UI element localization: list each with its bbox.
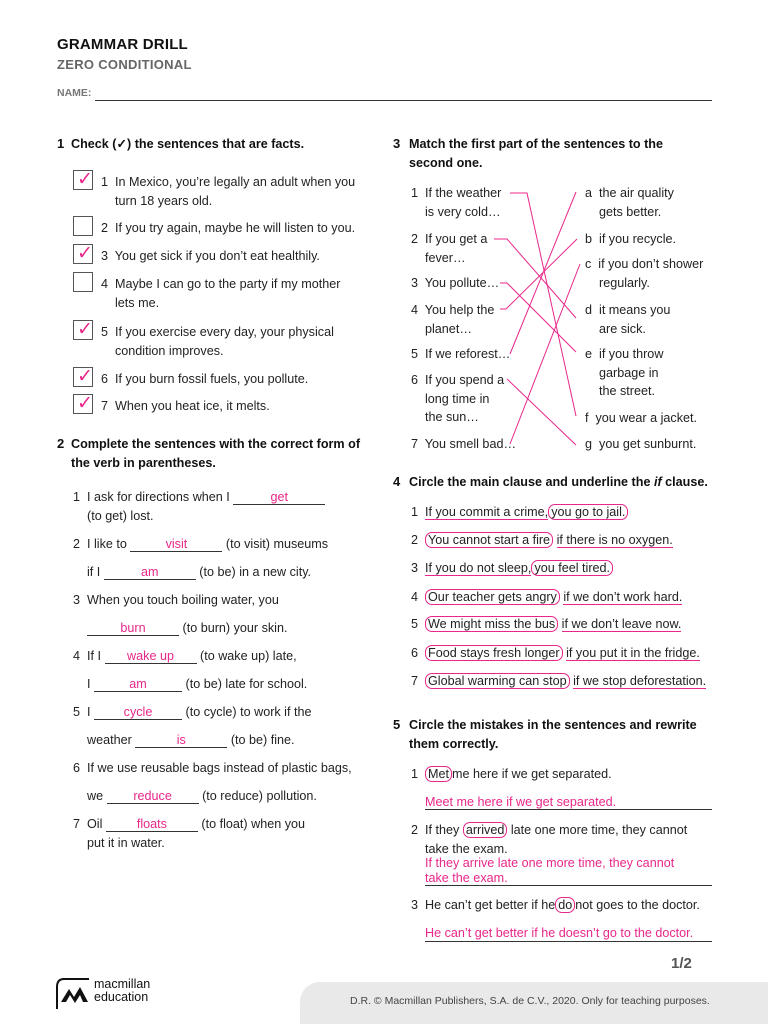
check-mark-icon: ✓ xyxy=(77,169,93,190)
ex5-item-2: 2 If they arrived late one more time, they cannot xyxy=(411,823,688,837)
check-mark-icon: ✓ xyxy=(77,393,93,414)
ex1-item-7: 7 When you heat ice, it melts. xyxy=(101,399,270,413)
ex5-answer-line-1[interactable] xyxy=(425,809,712,810)
ex1-item-4-cont: lets me. xyxy=(115,296,160,310)
ex4-item-6: 6 Food stays fresh longer if you put it in the fridge. xyxy=(411,646,700,660)
match-line-1-f xyxy=(510,193,576,416)
ex5-item-1: 1 Met me here if we get separated. xyxy=(411,767,612,781)
ex2-sentence-4-cont: I am (to be) late for school. xyxy=(87,677,308,691)
ex2-blank-7[interactable]: floats xyxy=(106,817,198,832)
ex2-blank-1[interactable]: get xyxy=(233,490,325,505)
ex5-answer-line-3[interactable] xyxy=(425,941,712,942)
if-clause: if we don’t leave now. xyxy=(561,617,682,631)
ex1-item-3: 3 You get sick if you don’t eat healthily. xyxy=(101,249,320,263)
ex4-item-2: 2 You cannot start a fire if there is no oxygen. xyxy=(411,533,673,547)
ex2-sentence-6: 6 If we use reusable bags instead of plastic bags, xyxy=(73,761,352,775)
ex2-blank-4a[interactable]: wake up xyxy=(105,649,197,664)
ex2-sentence-1-cont: (to get) lost. xyxy=(87,509,154,523)
ex3-number: 3 xyxy=(393,136,401,151)
ex3-left-5: 5 If we reforest… xyxy=(411,347,511,361)
main-clause: you go to jail. xyxy=(548,504,628,520)
ex5-item-3: 3 He can’t get better if he do not goes to the doctor. xyxy=(411,898,700,912)
ex4-number: 4 xyxy=(393,474,401,489)
ex2-blank-2b[interactable]: am xyxy=(104,565,196,580)
check-mark-icon: ✓ xyxy=(77,319,93,340)
ex3-left-4: 4 You help the planet… xyxy=(411,303,495,336)
ex2-sentence-5: 5 I cycle (to cycle) to work if the xyxy=(73,705,312,719)
ex4-item-7: 7 Global warming can stop if we stop deforestation. xyxy=(411,674,707,688)
match-line-6-g xyxy=(507,379,576,445)
ex5-instruction: Circle the mistakes in the sentences and rewrite them correctly. xyxy=(409,718,697,751)
ex2-sentence-7-cont: put it in water. xyxy=(87,836,165,850)
mistake-circle: arrived xyxy=(463,822,508,838)
ex2-blank-3[interactable]: burn xyxy=(87,621,179,636)
ex2-blank-2a[interactable]: visit xyxy=(130,537,222,552)
check-mark-icon: ✓ xyxy=(77,366,93,387)
ex2-instruction: Complete the sentences with the correct form of the verb in parentheses. xyxy=(71,437,361,470)
if-clause: If you commit a crime, xyxy=(425,505,549,519)
ex3-right-d: d it means you are sick. xyxy=(585,303,671,336)
ex2-blank-6[interactable]: reduce xyxy=(107,789,199,804)
ex2-blank-4b[interactable]: am xyxy=(94,677,182,692)
ex3-right-c: c if you don’t shower regularly. xyxy=(585,257,704,290)
if-clause: if there is no oxygen. xyxy=(556,533,673,547)
match-line-7-c xyxy=(510,264,580,444)
ex4-item-4: 4 Our teacher gets angry if we don’t work hard. xyxy=(411,590,683,604)
ex3-right-a: a the air quality gets better. xyxy=(585,186,674,219)
ex2-sentence-5-cont: weather is (to be) fine. xyxy=(87,733,295,747)
ex3-right-b: b if you recycle. xyxy=(585,232,677,246)
mistake-circle: Met xyxy=(425,766,452,782)
copyright-text: D.R. © Macmillan Publishers, S.A. de C.V., 2020. Only for teaching purposes. xyxy=(350,995,710,1007)
ex3-left-6: 6 If you spend a long time in the sun… xyxy=(411,373,505,424)
ex1-item-5: 5 If you exercise every day, your physical xyxy=(101,325,334,339)
ex3-left-1: 1 If the weather is very cold… xyxy=(411,186,502,219)
ex1-item-1: 1 In Mexico, you’re legally an adult when you xyxy=(101,175,356,189)
ex4-item-1: 1 If you commit a crime, you go to jail. xyxy=(411,503,628,522)
ex2-number: 2 xyxy=(57,436,65,451)
page-number: 1/2 xyxy=(671,955,692,972)
ex1-item-5-cont: condition improves. xyxy=(115,344,224,358)
ex5-answer-3: He can’t get better if he doesn’t go to the doctor. xyxy=(425,926,694,940)
ex1-item-2: 2 If you try again, maybe he will listen to you. xyxy=(101,221,356,235)
main-clause: Our teacher gets angry xyxy=(425,589,560,605)
mistake-circle: do xyxy=(555,897,575,913)
ex2-sentence-6-cont: we reduce (to reduce) pollution. xyxy=(87,789,317,803)
macmillan-logo xyxy=(55,975,155,1011)
ex5-answer-line-2[interactable] xyxy=(425,885,712,886)
ex5-number: 5 xyxy=(393,717,401,732)
ex2-sentence-3: 3 When you touch boiling water, you xyxy=(73,593,279,607)
if-clause: if we stop deforestation. xyxy=(573,674,707,688)
ex2-sentence-2-cont: if I am (to be) in a new city. xyxy=(87,565,312,579)
ex2-blank-5a[interactable]: cycle xyxy=(94,705,182,720)
ex1-instruction: Check (✓) the sentences that are facts. xyxy=(71,137,305,151)
ex5-answer-1: Meet me here if we get separated. xyxy=(425,795,617,809)
ex1-number: 1 xyxy=(57,136,65,151)
ex4-item-5: 5 We might miss the bus if we don’t leave now. xyxy=(411,617,682,631)
ex2-sentence-1: 1 I ask for directions when I get xyxy=(73,488,325,507)
main-clause: You cannot start a fire xyxy=(425,532,553,548)
ex1-item-6: 6 If you burn fossil fuels, you pollute. xyxy=(101,372,309,386)
ex2-sentence-4: 4 If I wake up (to wake up) late, xyxy=(73,649,297,663)
ex2-sentence-3-cont: burn (to burn) your skin. xyxy=(87,619,288,638)
worksheet-title: GRAMMAR DRILL xyxy=(57,36,188,53)
match-line-3-e xyxy=(500,283,576,352)
worksheet-subtitle: ZERO CONDITIONAL xyxy=(57,57,192,72)
ex3-right-f: f you wear a jacket. xyxy=(585,411,698,425)
ex5-answer-2: If they arrive late one more time, they cannot take the exam. xyxy=(425,856,675,885)
main-clause: Food stays fresh longer xyxy=(425,645,563,661)
ex3-left-7: 7 You smell bad… xyxy=(411,437,517,451)
ex2-sentence-2: 2 I like to visit (to visit) museums xyxy=(73,537,329,551)
logo-text: macmillan education xyxy=(94,977,151,1004)
ex3-instruction: Match the first part of the sentences to the second one. xyxy=(409,137,664,170)
match-line-5-a xyxy=(510,192,576,354)
main-clause: you feel tired. xyxy=(531,560,613,576)
ex3-left-3: 3 You pollute… xyxy=(411,276,500,290)
ex3-right-e: e if you throw garbage in the street. xyxy=(585,347,664,398)
name-label: NAME: xyxy=(57,87,92,99)
main-clause: We might miss the bus xyxy=(425,616,558,632)
ex1-item-4: 4 Maybe I can go to the party if my mother xyxy=(101,277,341,291)
if-clause: if you put it in the fridge. xyxy=(566,646,700,660)
ex4-item-3: 3 If you do not sleep, you feel tired. xyxy=(411,559,613,578)
if-clause: if we don’t work hard. xyxy=(563,590,683,604)
main-clause: Global warming can stop xyxy=(425,673,570,689)
ex5-item-2-cont: take the exam. xyxy=(425,842,508,856)
check-mark-icon: ✓ xyxy=(77,243,93,264)
match-line-4-b xyxy=(500,239,577,309)
ex2-blank-5b[interactable]: is xyxy=(135,733,227,748)
ex4-instruction: Circle the main clause and underline the if clause. xyxy=(409,475,708,489)
macmillan-logo-icon xyxy=(55,975,93,1011)
ex1-item-1-cont: turn 18 years old. xyxy=(115,194,213,208)
ex2-sentence-7: 7 Oil floats (to float) when you xyxy=(73,817,306,831)
ex3-left-2: 2 If you get a fever… xyxy=(411,232,488,265)
if-clause: If you do not sleep, xyxy=(425,561,532,575)
ex3-right-g: g you get sunburnt. xyxy=(585,437,697,451)
